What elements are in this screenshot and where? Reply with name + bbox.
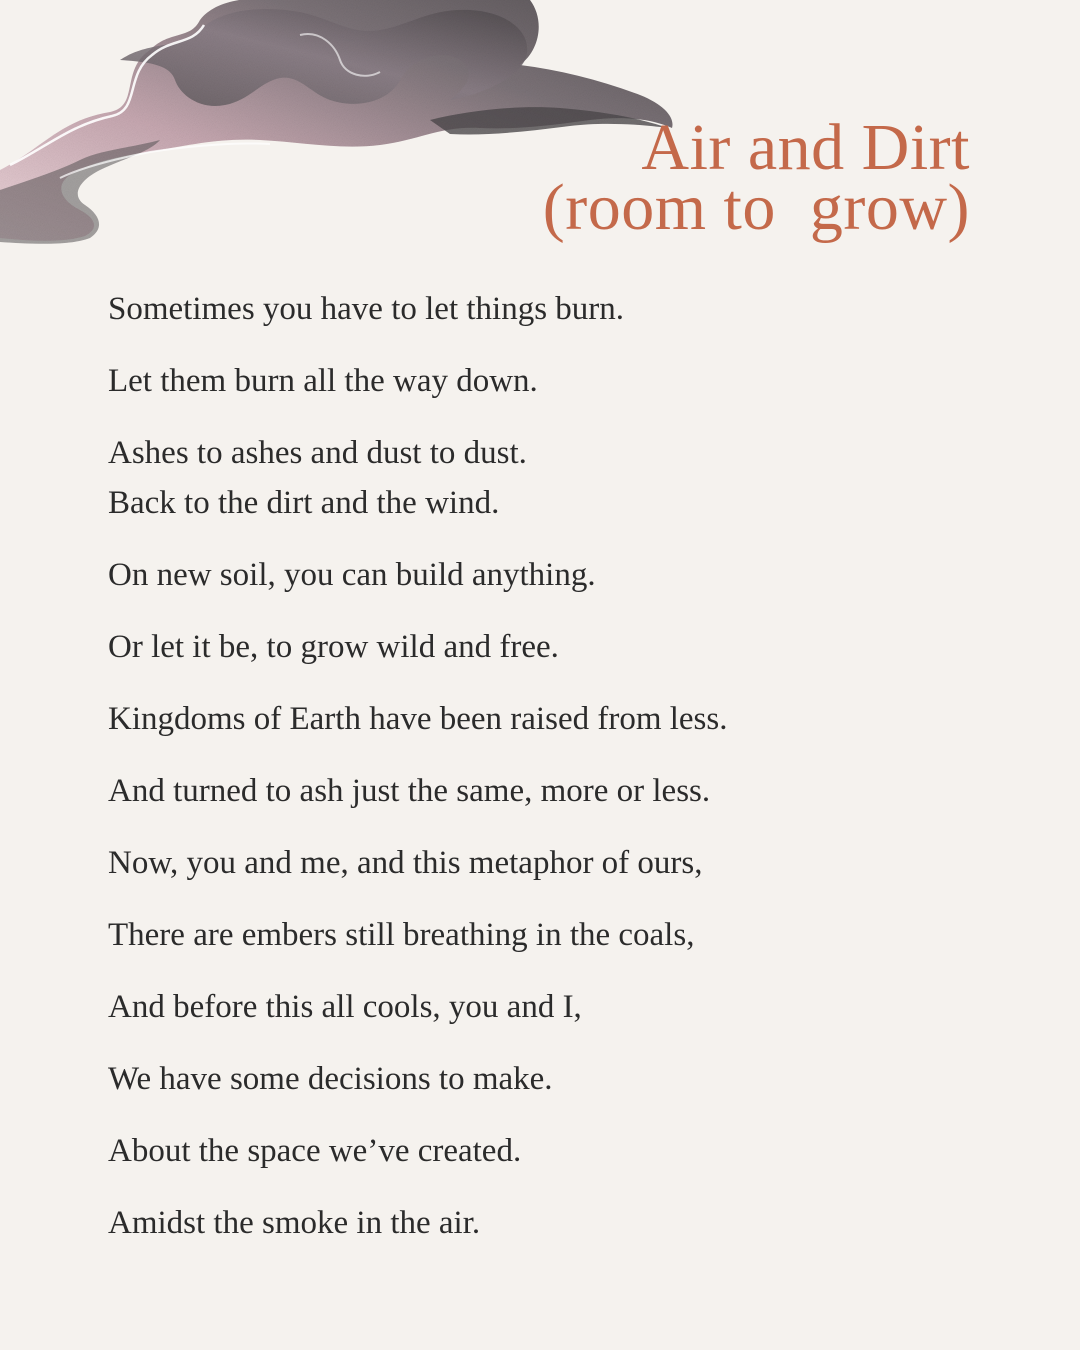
stanza <box>108 766 988 816</box>
poem-title <box>542 111 970 244</box>
poem-body <box>108 284 988 1270</box>
stanza <box>108 1054 988 1104</box>
poem-line: Kingdoms of Earth have been raised from less. <box>108 701 728 737</box>
stanza <box>108 910 988 960</box>
poem-line: Or let it be, to grow wild and free. <box>108 629 559 665</box>
poem-line: Ashes to ashes and dust to dust. <box>108 435 527 471</box>
stanza <box>108 284 988 334</box>
stanza <box>108 550 988 600</box>
poem-line: About the space we’ve created. <box>108 1133 522 1169</box>
poem-line: Let them burn all the way down. <box>108 363 538 399</box>
poem-line: Now, you and me, and this metaphor of ours, <box>108 845 703 881</box>
stanza <box>108 622 988 672</box>
stanza <box>108 694 988 744</box>
title-line-1: Air and Dirt <box>641 111 970 184</box>
poem-line: And turned to ash just the same, more or less. <box>108 773 711 809</box>
poem-line: And before this all cools, you and I, <box>108 989 582 1025</box>
poem-line: There are embers still breathing in the coals, <box>108 917 695 953</box>
stanza <box>108 838 988 888</box>
stanza <box>108 982 988 1032</box>
poem-line: Back to the dirt and the wind. <box>108 485 500 521</box>
poem-line: We have some decisions to make. <box>108 1061 553 1097</box>
poem-line: Sometimes you have to let things burn. <box>108 291 625 327</box>
title-line-2: (room to grow) <box>542 171 970 244</box>
stanza <box>108 428 988 528</box>
stanza <box>108 1126 988 1176</box>
stanza <box>108 356 988 406</box>
stanza <box>108 1198 988 1248</box>
poem-line: Amidst the smoke in the air. <box>108 1205 481 1241</box>
poem-line: On new soil, you can build anything. <box>108 557 596 593</box>
